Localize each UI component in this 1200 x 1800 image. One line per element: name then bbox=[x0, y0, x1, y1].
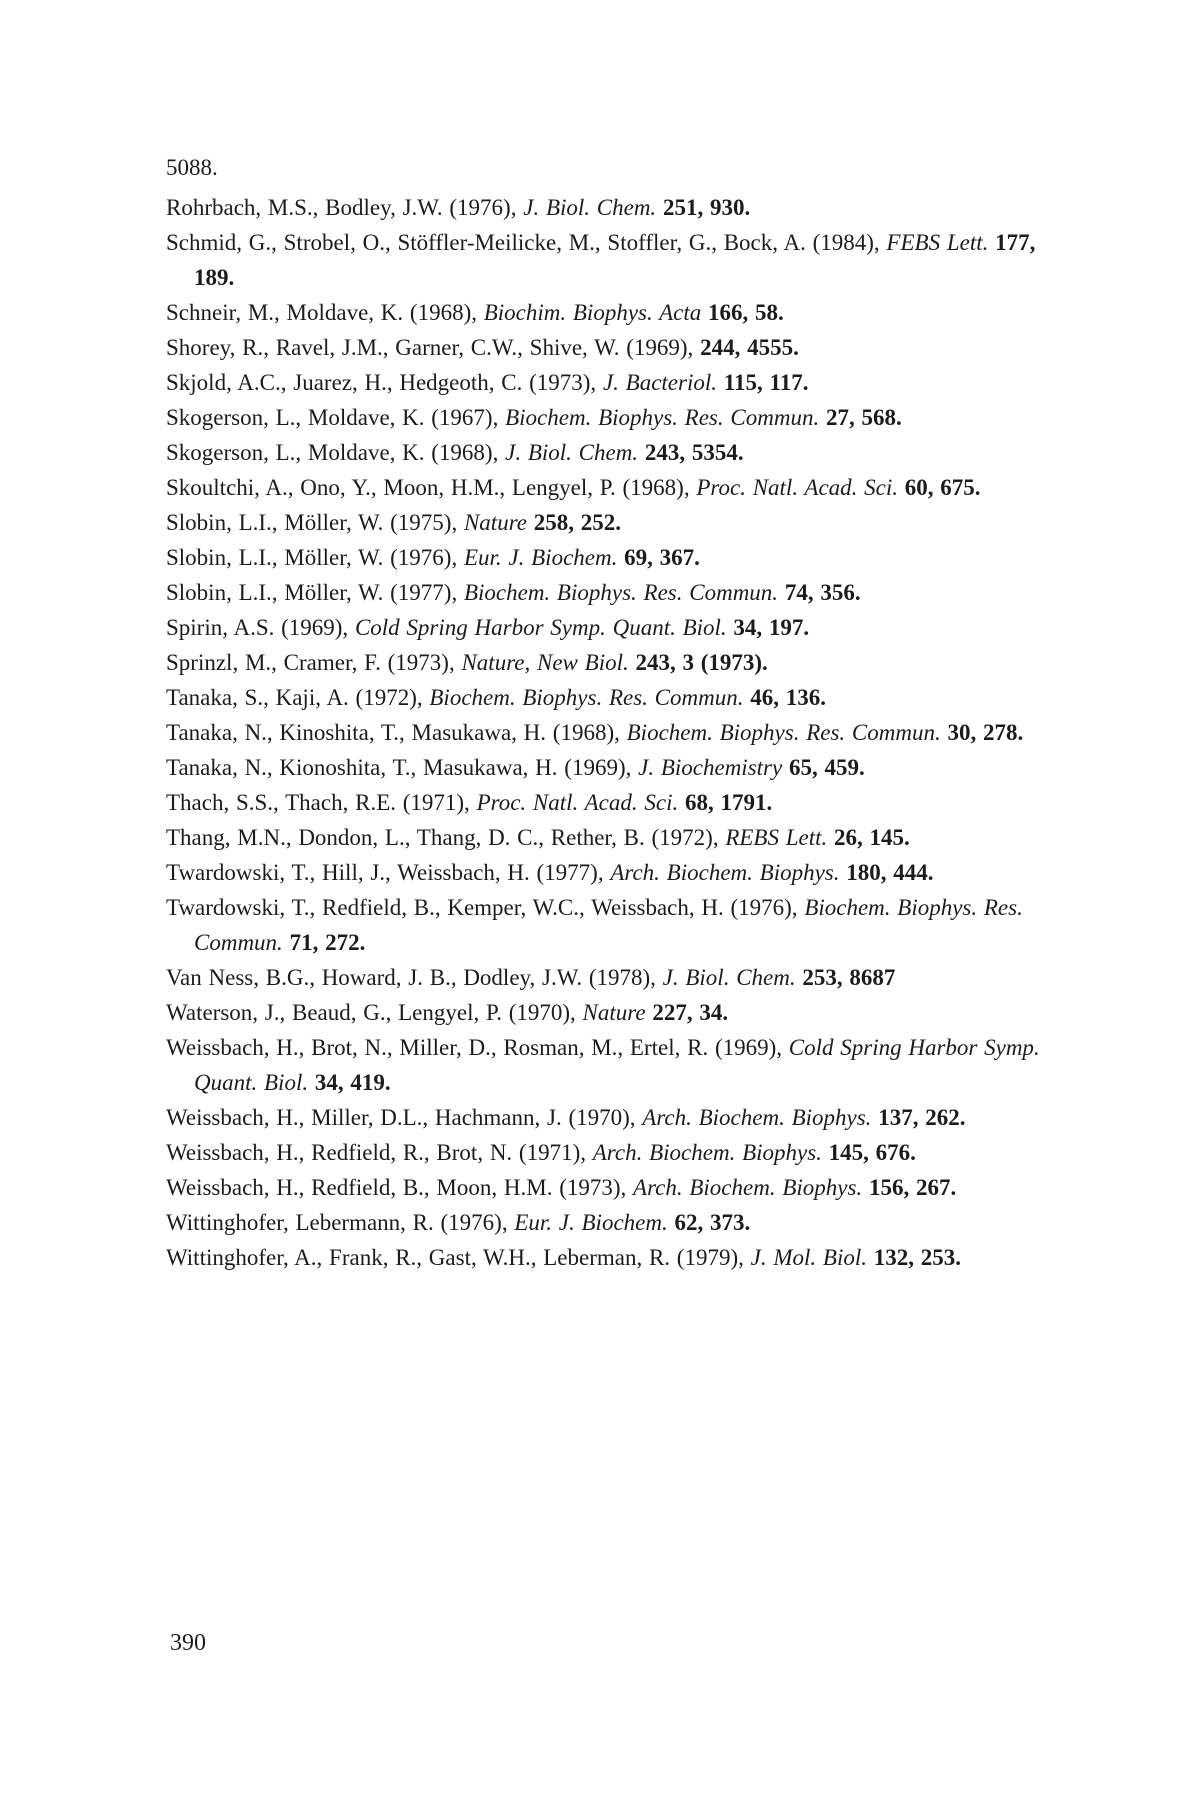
reference-journal: J. Biol. Chem. bbox=[505, 440, 639, 465]
reference-journal: Arch. Biochem. Biophys. bbox=[633, 1175, 863, 1200]
reference-journal: Eur. J. Biochem. bbox=[514, 1210, 668, 1235]
reference-volume-pages: 145, 676. bbox=[821, 1140, 916, 1165]
reference-volume-pages: 166, 58. bbox=[701, 300, 784, 325]
reference-item bbox=[166, 610, 1066, 645]
reference-journal: Cold Spring Harbor Symp. Quant. Biol. bbox=[354, 615, 727, 640]
reference-journal: Cold Spring Harbor Symp. Quant. Biol. bbox=[194, 1035, 1040, 1095]
reference-volume-pages: 69, 367. bbox=[617, 545, 700, 570]
reference-volume-pages: 251, 930. bbox=[656, 195, 751, 220]
reference-item bbox=[166, 470, 1066, 505]
reference-volume-pages: 253, 8687 bbox=[795, 965, 896, 990]
reference-authors: Rohrbach, M.S., Bodley, J.W. (1976), bbox=[166, 195, 524, 220]
reference-journal: Nature bbox=[463, 510, 528, 535]
reference-journal: Biochim. Biophys. Acta bbox=[483, 300, 702, 325]
reference-item bbox=[166, 400, 1066, 435]
reference-volume-pages: 68, 1791. bbox=[678, 790, 773, 815]
reference-item bbox=[166, 750, 1066, 785]
reference-item bbox=[166, 645, 1066, 680]
reference-volume-pages: 60, 675. bbox=[898, 475, 981, 500]
reference-item bbox=[166, 1170, 1066, 1205]
reference-volume-pages: 132, 253. bbox=[866, 1245, 961, 1270]
reference-authors: Slobin, L.I., Möller, W. (1977), bbox=[166, 580, 464, 605]
reference-volume-pages: 244, 4555. bbox=[700, 335, 799, 360]
page-number: 390 bbox=[170, 1630, 206, 1656]
reference-item bbox=[166, 1030, 1066, 1100]
reference-journal: Nature bbox=[582, 1000, 646, 1025]
reference-item bbox=[166, 960, 1066, 995]
reference-item bbox=[166, 1240, 1066, 1275]
continued-reference-fragment: 5088. bbox=[166, 155, 218, 180]
reference-journal: Arch. Biochem. Biophys. bbox=[592, 1140, 822, 1165]
reference-volume-pages: 30, 278. bbox=[940, 720, 1024, 745]
reference-journal: Arch. Biochem. Biophys. bbox=[642, 1105, 872, 1130]
reference-item bbox=[166, 295, 1066, 330]
reference-item bbox=[166, 890, 1066, 960]
reference-volume-pages: 177, 189. bbox=[194, 230, 1036, 290]
reference-journal: REBS Lett. bbox=[725, 825, 828, 850]
reference-authors: Skjold, A.C., Juarez, H., Hedgeoth, C. (1973), bbox=[166, 370, 603, 395]
reference-journal: Proc. Natl. Acad. Sci. bbox=[476, 790, 679, 815]
reference-journal: Arch. Biochem. Biophys. bbox=[610, 860, 840, 885]
reference-authors: Weissbach, H., Redfield, R., Brot, N. (1971), bbox=[166, 1140, 593, 1165]
reference-authors: Thach, S.S., Thach, R.E. (1971), bbox=[166, 790, 477, 815]
reference-authors: Twardowski, T., Redfield, B., Kemper, W.C., Weissbach, H. (1976), bbox=[166, 895, 805, 920]
reference-item bbox=[166, 540, 1066, 575]
reference-authors: Slobin, L.I., Möller, W. (1976), bbox=[166, 545, 464, 570]
reference-item bbox=[166, 575, 1066, 610]
reference-item bbox=[166, 435, 1066, 470]
reference-journal: Eur. J. Biochem. bbox=[463, 545, 618, 570]
reference-item bbox=[166, 785, 1066, 820]
reference-journal: Biochem. Biophys. Res. Commun. bbox=[194, 895, 1023, 955]
reference-item bbox=[166, 505, 1066, 540]
reference-authors: Wittinghofer, Lebermann, R. (1976), bbox=[166, 1210, 515, 1235]
reference-authors: Schneir, M., Moldave, K. (1968), bbox=[166, 300, 484, 325]
reference-journal: Biochem. Biophys. Res. Commun. bbox=[463, 580, 779, 605]
reference-authors: Weissbach, H., Brot, N., Miller, D., Rosman, M., Ertel, R. (1969), bbox=[166, 1035, 789, 1060]
reference-volume-pages: 243, 5354. bbox=[638, 440, 744, 465]
reference-volume-pages: 27, 568. bbox=[819, 405, 902, 430]
reference-authors: Wittinghofer, A., Frank, R., Gast, W.H., Leberman, R. (1979), bbox=[166, 1245, 751, 1270]
reference-authors: Skogerson, L., Moldave, K. (1967), bbox=[166, 405, 506, 430]
reference-authors: Weissbach, H., Miller, D.L., Hachmann, J. (1970), bbox=[166, 1105, 643, 1130]
reference-item bbox=[166, 1135, 1066, 1170]
reference-volume-pages: 26, 145. bbox=[827, 825, 910, 850]
reference-volume-pages: 46, 136. bbox=[743, 685, 826, 710]
reference-journal: Proc. Natl. Acad. Sci. bbox=[696, 475, 899, 500]
reference-volume-pages: 180, 444. bbox=[839, 860, 934, 885]
reference-item bbox=[166, 680, 1066, 715]
reference-volume-pages: 62, 373. bbox=[667, 1210, 751, 1235]
reference-journal: J. Biol. Chem. bbox=[662, 965, 796, 990]
reference-journal: Biochem. Biophys. Res. Commun. bbox=[626, 720, 941, 745]
reference-volume-pages: 243, 3 (1973). bbox=[628, 650, 768, 675]
reference-item bbox=[166, 330, 1066, 365]
reference-authors: Thang, M.N., Dondon, L., Thang, D. C., Rether, B. (1972), bbox=[166, 825, 726, 850]
reference-item bbox=[166, 1100, 1066, 1135]
reference-authors: Tanaka, S., Kaji, A. (1972), bbox=[166, 685, 430, 710]
reference-list bbox=[166, 190, 1066, 1275]
reference-authors: Skogerson, L., Moldave, K. (1968), bbox=[166, 440, 506, 465]
reference-volume-pages: 34, 419. bbox=[308, 1070, 391, 1095]
reference-volume-pages: 71, 272. bbox=[282, 930, 366, 955]
reference-journal: J. Bacteriol. bbox=[602, 370, 717, 395]
reference-volume-pages: 227, 34. bbox=[645, 1000, 729, 1025]
reference-volume-pages: 137, 262. bbox=[871, 1105, 966, 1130]
reference-journal: J. Mol. Biol. bbox=[750, 1245, 867, 1270]
reference-authors: Tanaka, N., Kinoshita, T., Masukawa, H. (1968), bbox=[166, 720, 627, 745]
reference-volume-pages: 258, 252. bbox=[527, 510, 622, 535]
reference-authors: Tanaka, N., Kionoshita, T., Masukawa, H. (1969), bbox=[166, 755, 639, 780]
reference-authors: Skoultchi, A., Ono, Y., Moon, H.M., Lengyel, P. (1968), bbox=[166, 475, 697, 500]
reference-item bbox=[166, 995, 1066, 1030]
reference-item bbox=[166, 820, 1066, 855]
reference-item bbox=[166, 225, 1066, 295]
reference-authors: Shorey, R., Ravel, J.M., Garner, C.W., Shive, W. (1969), bbox=[166, 335, 701, 360]
reference-journal: Nature, New Biol. bbox=[461, 650, 629, 675]
reference-authors: Waterson, J., Beaud, G., Lengyel, P. (1970), bbox=[166, 1000, 583, 1025]
reference-authors: Weissbach, H., Redfield, B., Moon, H.M. (1973), bbox=[166, 1175, 634, 1200]
reference-volume-pages: 156, 267. bbox=[862, 1175, 957, 1200]
reference-item bbox=[166, 190, 1066, 225]
reference-authors: Schmid, G., Strobel, O., Stöffler-Meilicke, M., Stoffler, G., Bock, A. (1984), bbox=[166, 230, 887, 255]
reference-item bbox=[166, 365, 1066, 400]
reference-journal: J. Biochemistry bbox=[638, 755, 783, 780]
reference-volume-pages: 115, 117. bbox=[716, 370, 809, 395]
reference-authors: Van Ness, B.G., Howard, J. B., Dodley, J.W. (1978), bbox=[166, 965, 663, 990]
reference-journal: Biochem. Biophys. Res. Commun. bbox=[505, 405, 820, 430]
reference-item bbox=[166, 1205, 1066, 1240]
reference-volume-pages: 65, 459. bbox=[782, 755, 865, 780]
reference-journal: Biochem. Biophys. Res. Commun. bbox=[429, 685, 744, 710]
reference-item bbox=[166, 855, 1066, 890]
reference-volume-pages: 34, 197. bbox=[726, 615, 810, 640]
reference-item bbox=[166, 715, 1066, 750]
reference-volume-pages: 74, 356. bbox=[778, 580, 861, 605]
reference-journal: FEBS Lett. bbox=[886, 230, 989, 255]
reference-authors: Slobin, L.I., Möller, W. (1975), bbox=[166, 510, 464, 535]
reference-journal: J. Biol. Chem. bbox=[523, 195, 657, 220]
reference-authors: Spirin, A.S. (1969), bbox=[166, 615, 355, 640]
reference-authors: Twardowski, T., Hill, J., Weissbach, H. (1977), bbox=[166, 860, 611, 885]
reference-authors: Sprinzl, M., Cramer, F. (1973), bbox=[166, 650, 462, 675]
